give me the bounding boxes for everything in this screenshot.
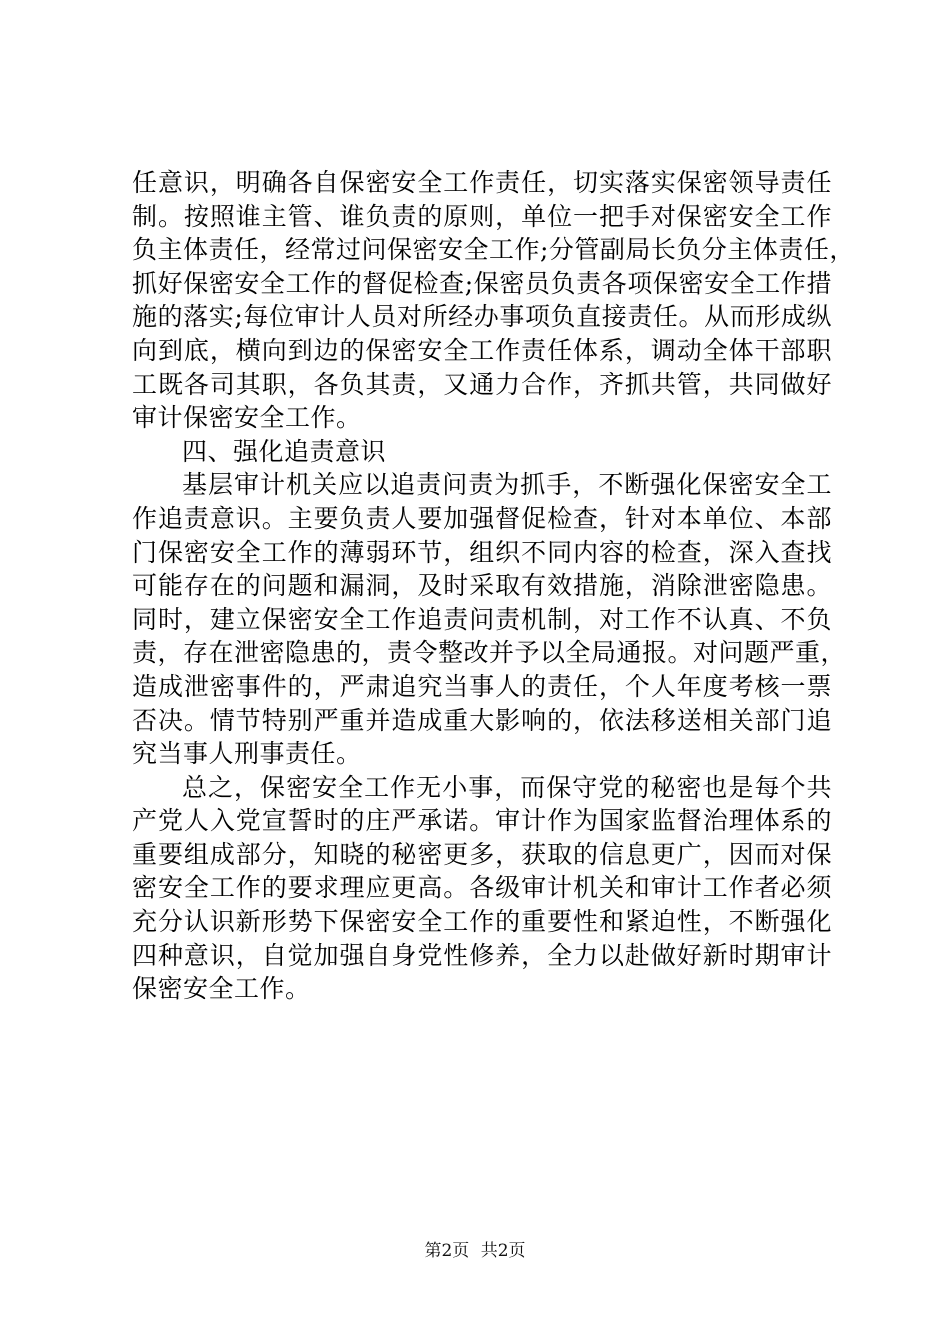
paragraph-first-line: 总之，保密安全工作无小事，而保守党的秘密也是每个共 [182,772,832,802]
text-line: 门保密安全工作的薄弱环节，组织不同内容的检查，深入查找 [132,537,832,567]
document-body [132,166,855,1006]
page-number: 第2页 [424,1241,470,1261]
text-line: 密安全工作的要求理应更高。各级审计机关和审计工作者必须 [132,873,832,903]
text-line: 保密安全工作。 [132,974,311,1004]
text-line: 制。按照谁主管、谁负责的原则，单位一把手对保密安全工作 [132,201,832,231]
text-line: 工既各司其职，各负其责，又通力合作，齐抓共管，共同做好 [132,369,832,399]
text-line: 任意识，明确各自保密安全工作责任，切实落实保密领导责任 [132,168,832,197]
text-line: 可能存在的问题和漏洞，及时采取有效措施，消除泄密隐患。 [132,571,832,601]
text-line: 向到底，横向到边的保密安全工作责任体系，调动全体干部职 [132,335,832,365]
text-line: 负主体责任，经常过问保密安全工作;分管副局长负分主体责任， [132,235,855,265]
text-line: 究当事人刑事责任。 [132,739,362,769]
section-heading: 四、强化追责意识 [182,436,387,466]
text-line: 产党人入党宣誓时的庄严承诺。审计作为国家监督治理体系的 [132,806,832,836]
text-line: 抓好保密安全工作的督促检查;保密员负责各项保密安全工作措 [132,268,832,298]
text-line: 同时，建立保密安全工作追责问责机制，对工作不认真、不负 [132,604,832,634]
text-line: 施的落实;每位审计人员对所经办事项负直接责任。从而形成纵 [132,302,832,332]
text-line: 作追责意识。主要负责人要加强督促检查，针对本单位、本部 [132,503,832,533]
page-total: 共2页 [480,1241,526,1261]
text-line: 充分认识新形势下保密安全工作的重要性和紧迫性，不断强化 [132,907,832,937]
text-line: 重要组成部分，知晓的秘密更多，获取的信息更广，因而对保 [132,839,832,869]
paragraph-first-line: 基层审计机关应以追责问责为抓手，不断强化保密安全工 [182,470,832,500]
text-line: 四种意识，自觉加强自身党性修养，全力以赴做好新时期审计 [132,940,832,970]
page-footer [0,1240,950,1262]
text-line: 造成泄密事件的，严肃追究当事人的责任，个人年度考核一票 [132,671,832,701]
text-line: 责，存在泄密隐患的，责令整改并予以全局通报。对问题严重， [132,638,847,668]
text-line: 否决。情节特别严重并造成重大影响的，依法移送相关部门追 [132,705,832,735]
text-line: 审计保密安全工作。 [132,403,362,433]
